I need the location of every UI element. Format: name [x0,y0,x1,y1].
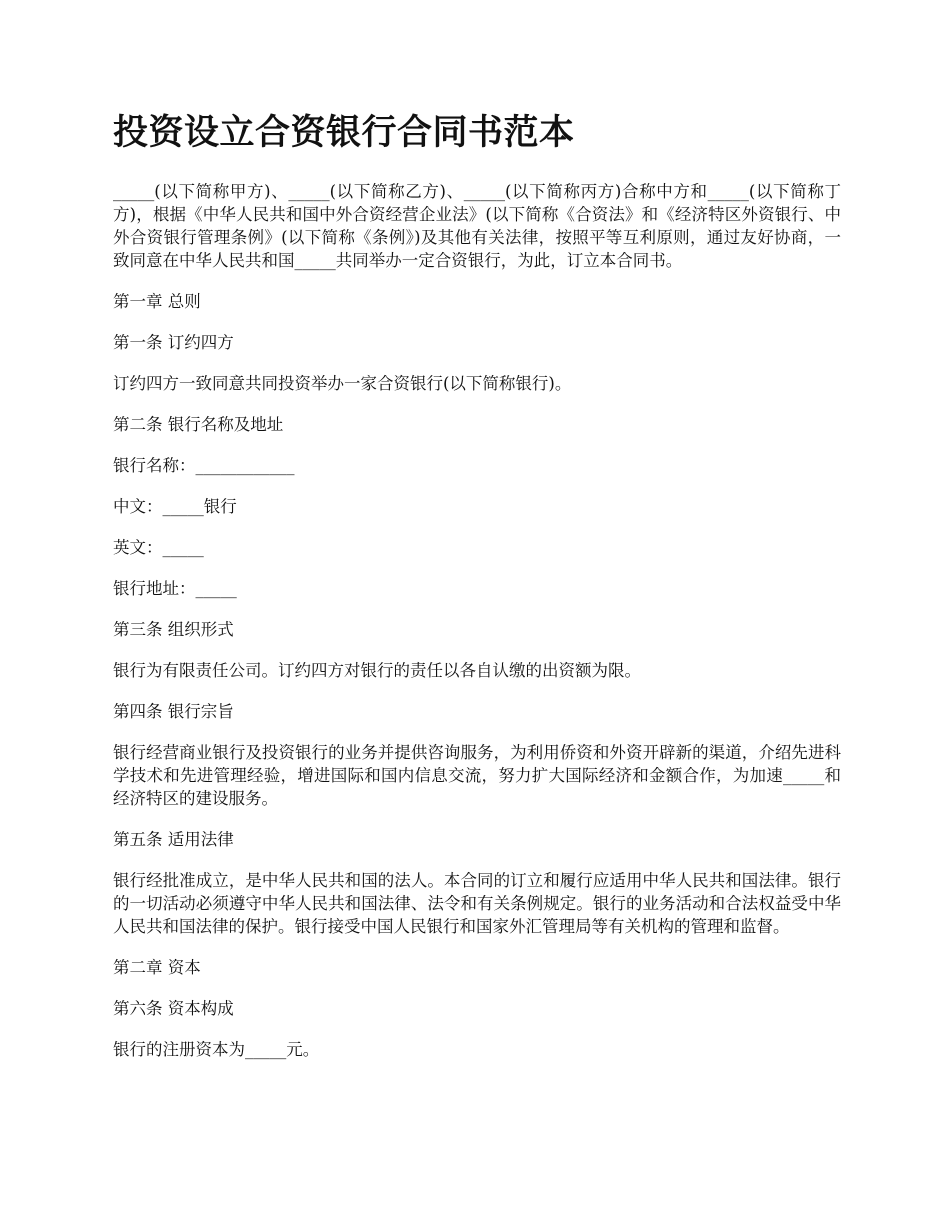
field-line: 英文：_____ [113,538,204,557]
field-line: 银行地址：_____ [113,579,237,598]
body-paragraph: 银行经营商业银行及投资银行的业务并提供咨询服务，为利用侨资和外资开辟新的渠道，介绍先进科学技术和先进管理经验，增进国际和国内信息交流，努力扩大国际经济和金额合作，为加速_____和经济特区的建设服务。 [113,743,841,808]
document-page [113,108,841,1079]
body-paragraph: 银行的注册资本为_____元。 [113,1040,320,1059]
article-heading: 第五条 适用法律 [113,830,234,849]
body-paragraph: 银行经批准成立，是中华人民共和国的法人。本合同的订立和履行应适用中华人民共和国法律。银行的一切活动必须遵守中华人民共和国法律、法令和有关条例规定。银行的业务活动和合法权益受中华人民共和国法律的保护。银行接受中国人民银行和国家外汇管理局等有关机构的管理和监督。 [113,871,841,936]
article-heading: 第三条 组织形式 [113,620,234,639]
article-heading: 第二条 银行名称及地址 [113,415,284,434]
article-heading: 第四条 银行宗旨 [113,702,234,721]
article-heading: 第一条 订约四方 [113,333,234,352]
document-title: 投资设立合资银行合同书范本 [113,112,575,153]
body-paragraph: 订约四方一致同意共同投资举办一家合资银行(以下简称银行)。 [113,374,572,393]
field-line: 中文：_____银行 [113,497,237,516]
article-heading: 第六条 资本构成 [113,999,234,1018]
chapter-heading: 第一章 总则 [113,292,201,311]
preamble-paragraph: _____(以下简称甲方)、_____(以下简称乙方)、_____(以下简称丙方)合称中方和_____(以下简称丁方)，根据《中华人民共和国中外合资经营企业法》(以下简称《合资法》和《经济特区外资银行、中外合资银行管理条例》(以下简称《条例》)及其他有关法律，按照平等互利原则，通过友好协商，一致同意在中华人民共和国_____共同举办一定合资银行，为此，订立本合同书。 [113,182,841,270]
body-paragraph: 银行为有限责任公司。订约四方对银行的责任以各自认缴的出资额为限。 [113,661,641,680]
chapter-heading: 第二章 资本 [113,958,201,977]
field-line: 银行名称：____________ [113,456,295,475]
